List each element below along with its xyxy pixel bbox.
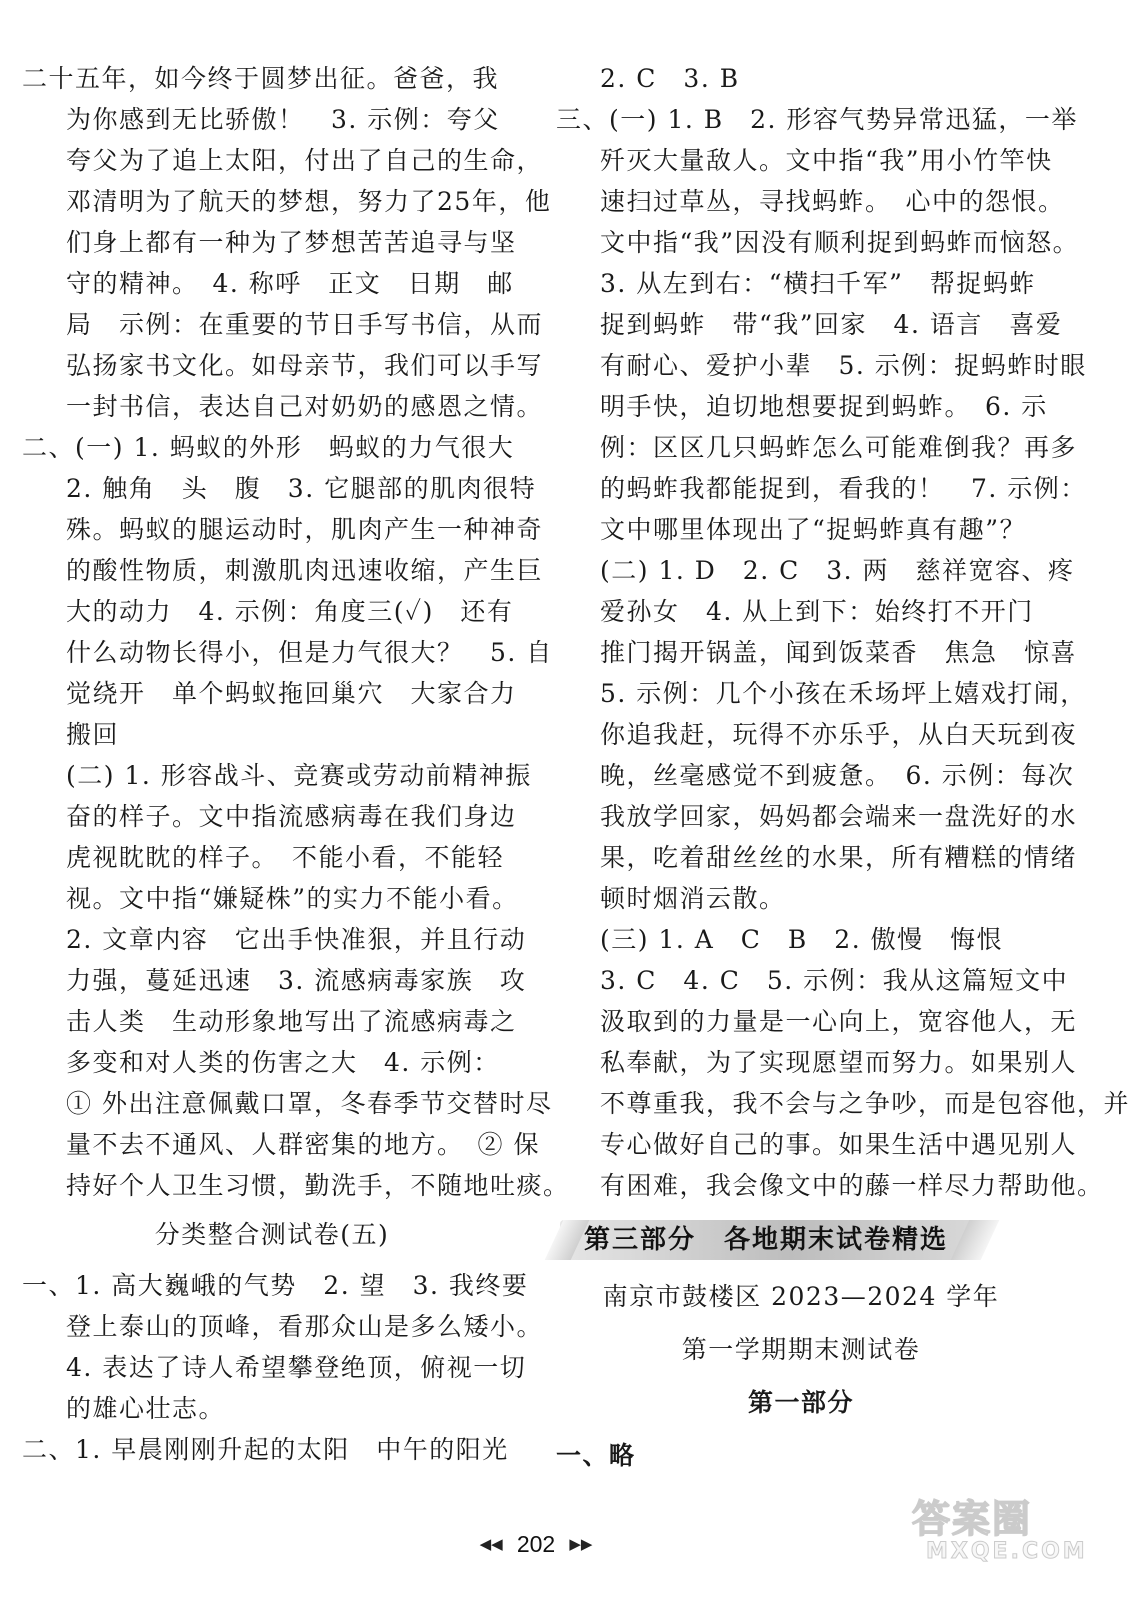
answer-line: 击人类 生动形象地写出了流感病毒之 (66, 1007, 517, 1036)
next-page-icon: ▶▶ (569, 1536, 593, 1554)
answer-line: 觉绕开 单个蚂蚁拖回巢穴 大家合力 (66, 679, 517, 708)
answer-line: 你追我赶，玩得不亦乐乎，从白天玩到夜 (600, 720, 1078, 749)
answer-line: 登上泰山的顶峰，看那众山是多么矮小。 (66, 1312, 544, 1341)
answer-line: 2. 触角 头 腹 3. 它腿部的肌肉很特 (66, 474, 537, 503)
answer-line: 奋的样子。文中指流感病毒在我们身边 (66, 802, 517, 831)
part-banner (560, 1220, 980, 1260)
answer-line: 们身上都有一种为了梦想苦苦追寻与坚 (66, 228, 517, 257)
left-column (22, 58, 570, 1470)
answer-line: 我放学回家，妈妈都会端来一盘洗好的水 (600, 802, 1078, 831)
answer-line: 守的精神。 4. 称呼 正文 日期 邮 (66, 269, 514, 298)
answer-line: 虎视眈眈的样子。 不能小看，不能轻 (66, 843, 505, 872)
answer-line: 视。文中指“嫌疑株”的实力不能小看。 (66, 884, 519, 913)
answer-line: (二) 1. D 2. C 3. 两 慈祥宽容、疼 (600, 556, 1075, 585)
answer-line: 殊。蚂蚁的腿运动时，肌肉产生一种神奇 (66, 515, 544, 544)
answer-line: 爱孙女 4. 从上到下：始终打不开门 (600, 597, 1034, 626)
answer-line: 2. C 3. B (600, 64, 740, 93)
answer-line: (二) 1. 形容战斗、竞赛或劳动前精神振 (66, 761, 532, 790)
answer-line: 二十五年，如今终于圆梦出征。爸爸，我 (22, 64, 500, 93)
answer-line: 果，吃着甜丝丝的水果，所有糟糕的情绪 (600, 843, 1078, 872)
exam-title-line1: 南京市鼓楼区 2023—2024 学年 (602, 1282, 1000, 1311)
page-number: 202 (516, 1530, 556, 1557)
answer-line: 局 示例：在重要的节日手写书信，从而 (66, 310, 544, 339)
answer-line: 的蚂蚱我都能捉到，看我的！ 7. 示例： (600, 474, 1087, 503)
part-banner-text: 第三部分 各地期末试卷精选 (584, 1225, 949, 1255)
answer-line: 私奉献，为了实现愿望而努力。如果别人 (600, 1048, 1078, 1077)
answer-line: 2. 文章内容 它出手快准狠，并且行动 (66, 925, 527, 954)
answer-line: 多变和对人类的伤害之大 4. 示例： (66, 1048, 500, 1077)
answer-line: 文中哪里体现出了“捉蚂蚱真有趣”？ (600, 515, 1027, 544)
answer-line: ① 外出注意佩戴口罩，冬春季节交替时尽 (66, 1089, 553, 1118)
answer-line: 大的动力 4. 示例：角度三(✓) 还有 (66, 597, 514, 626)
answer-line: 一、1. 高大巍峨的气势 2. 望 3. 我终要 (22, 1271, 529, 1300)
answer-line: 夸父为了追上太阳，付出了自己的生命， (66, 146, 544, 175)
answer-line: 专心做好自己的事。如果生活中遇见别人 (600, 1130, 1078, 1159)
answer-line: 晚，丝毫感觉不到疲惫。 6. 示例：每次 (600, 761, 1075, 790)
answer-line: 搬回 (66, 720, 120, 749)
answer-line: 的酸性物质，刺激肌肉迅速收缩，产生巨 (66, 556, 544, 585)
answer-line: 速扫过草丛，寻找蚂蚱。 心中的怨恨。 (600, 187, 1065, 216)
answer-line: 4. 表达了诗人希望攀登绝顶，俯视一切 (66, 1353, 527, 1382)
answer-line: 三、(一) 1. B 2. 形容气势异常迅猛，一举 (556, 105, 1078, 134)
answer-line: 歼灭大量敌人。文中指“我”用小竹竿快 (600, 146, 1053, 175)
answer-line: 5. 示例：几个小孩在禾场坪上嬉戏打闹， (600, 679, 1087, 708)
answer-line: 捉到蚂蚱 带“我”回家 4. 语言 喜爱 (600, 310, 1063, 339)
answer-line: 有耐心、爱护小辈 5. 示例：捉蚂蚱时眼 (600, 351, 1087, 380)
answer-line: (三) 1. A C B 2. 傲慢 悔恨 (600, 925, 1004, 954)
answer-line: 力强，蔓延迅速 3. 流感病毒家族 攻 (66, 966, 527, 995)
watermark-logo (912, 1488, 1088, 1588)
answer-line: 3. C 4. C 5. 示例：我从这篇短文中 (600, 966, 1069, 995)
answer-line: 汲取到的力量是一心向上，宽容他人，无 (600, 1007, 1078, 1036)
answer-line: 二、1. 早晨刚刚升起的太阳 中午的阳光 (22, 1435, 509, 1464)
answer-line: 例：区区几只蚂蚱怎么可能难倒我？再多 (600, 433, 1078, 462)
prev-page-icon: ◀◀ (479, 1536, 503, 1554)
answer-line: 一、略 (556, 1441, 636, 1470)
right-column (556, 58, 1130, 1476)
answer-line: 邓清明为了航天的梦想，努力了25年，他 (66, 187, 552, 216)
answer-line: 量不去不通风、人群密集的地方。 ② 保 (66, 1130, 540, 1159)
answer-line: 持好个人卫生习惯，勤洗手，不随地吐痰。 (66, 1171, 570, 1200)
answer-line: 不尊重我，我不会与之争吵，而是包容他，并 (600, 1089, 1130, 1118)
answer-line: 的雄心壮志。 (66, 1394, 226, 1423)
exam-title-line2: 第一学期期末测试卷 (681, 1335, 921, 1364)
answer-line: 为你感到无比骄傲！ 3. 示例：夸父 (66, 105, 500, 134)
answer-line: 推门揭开锅盖，闻到饭菜香 焦急 惊喜 (600, 638, 1078, 667)
answer-line: 有困难，我会像文中的藤一样尽力帮助他。 (600, 1171, 1104, 1200)
part-heading: 第一部分 (747, 1388, 854, 1417)
answer-line: 明手快，迫切地想要捉到蚂蚱。 6. 示 (600, 392, 1048, 421)
answer-line: 二、(一) 1. 蚂蚁的外形 蚂蚁的力气很大 (22, 433, 515, 462)
answer-line: 文中指“我”因没有顺利捉到蚂蚱而恼怒。 (600, 228, 1080, 257)
answer-line: 弘扬家书文化。如母亲节，我们可以手写 (66, 351, 544, 380)
answer-line: 什么动物长得小，但是力气很大？ 5. 自 (66, 638, 553, 667)
section-title: 分类整合测试卷(五) (154, 1220, 390, 1249)
answer-line: 顿时烟消云散。 (600, 884, 786, 913)
watermark-text: 答案圈 (912, 1497, 1033, 1541)
watermark-url: MXQE.COM (926, 1539, 1088, 1564)
answer-line: 3. 从左到右：“横扫千军” 帮捉蚂蚱 (600, 269, 1036, 298)
answer-line: 一封书信，表达自己对奶奶的感恩之情。 (66, 392, 544, 421)
